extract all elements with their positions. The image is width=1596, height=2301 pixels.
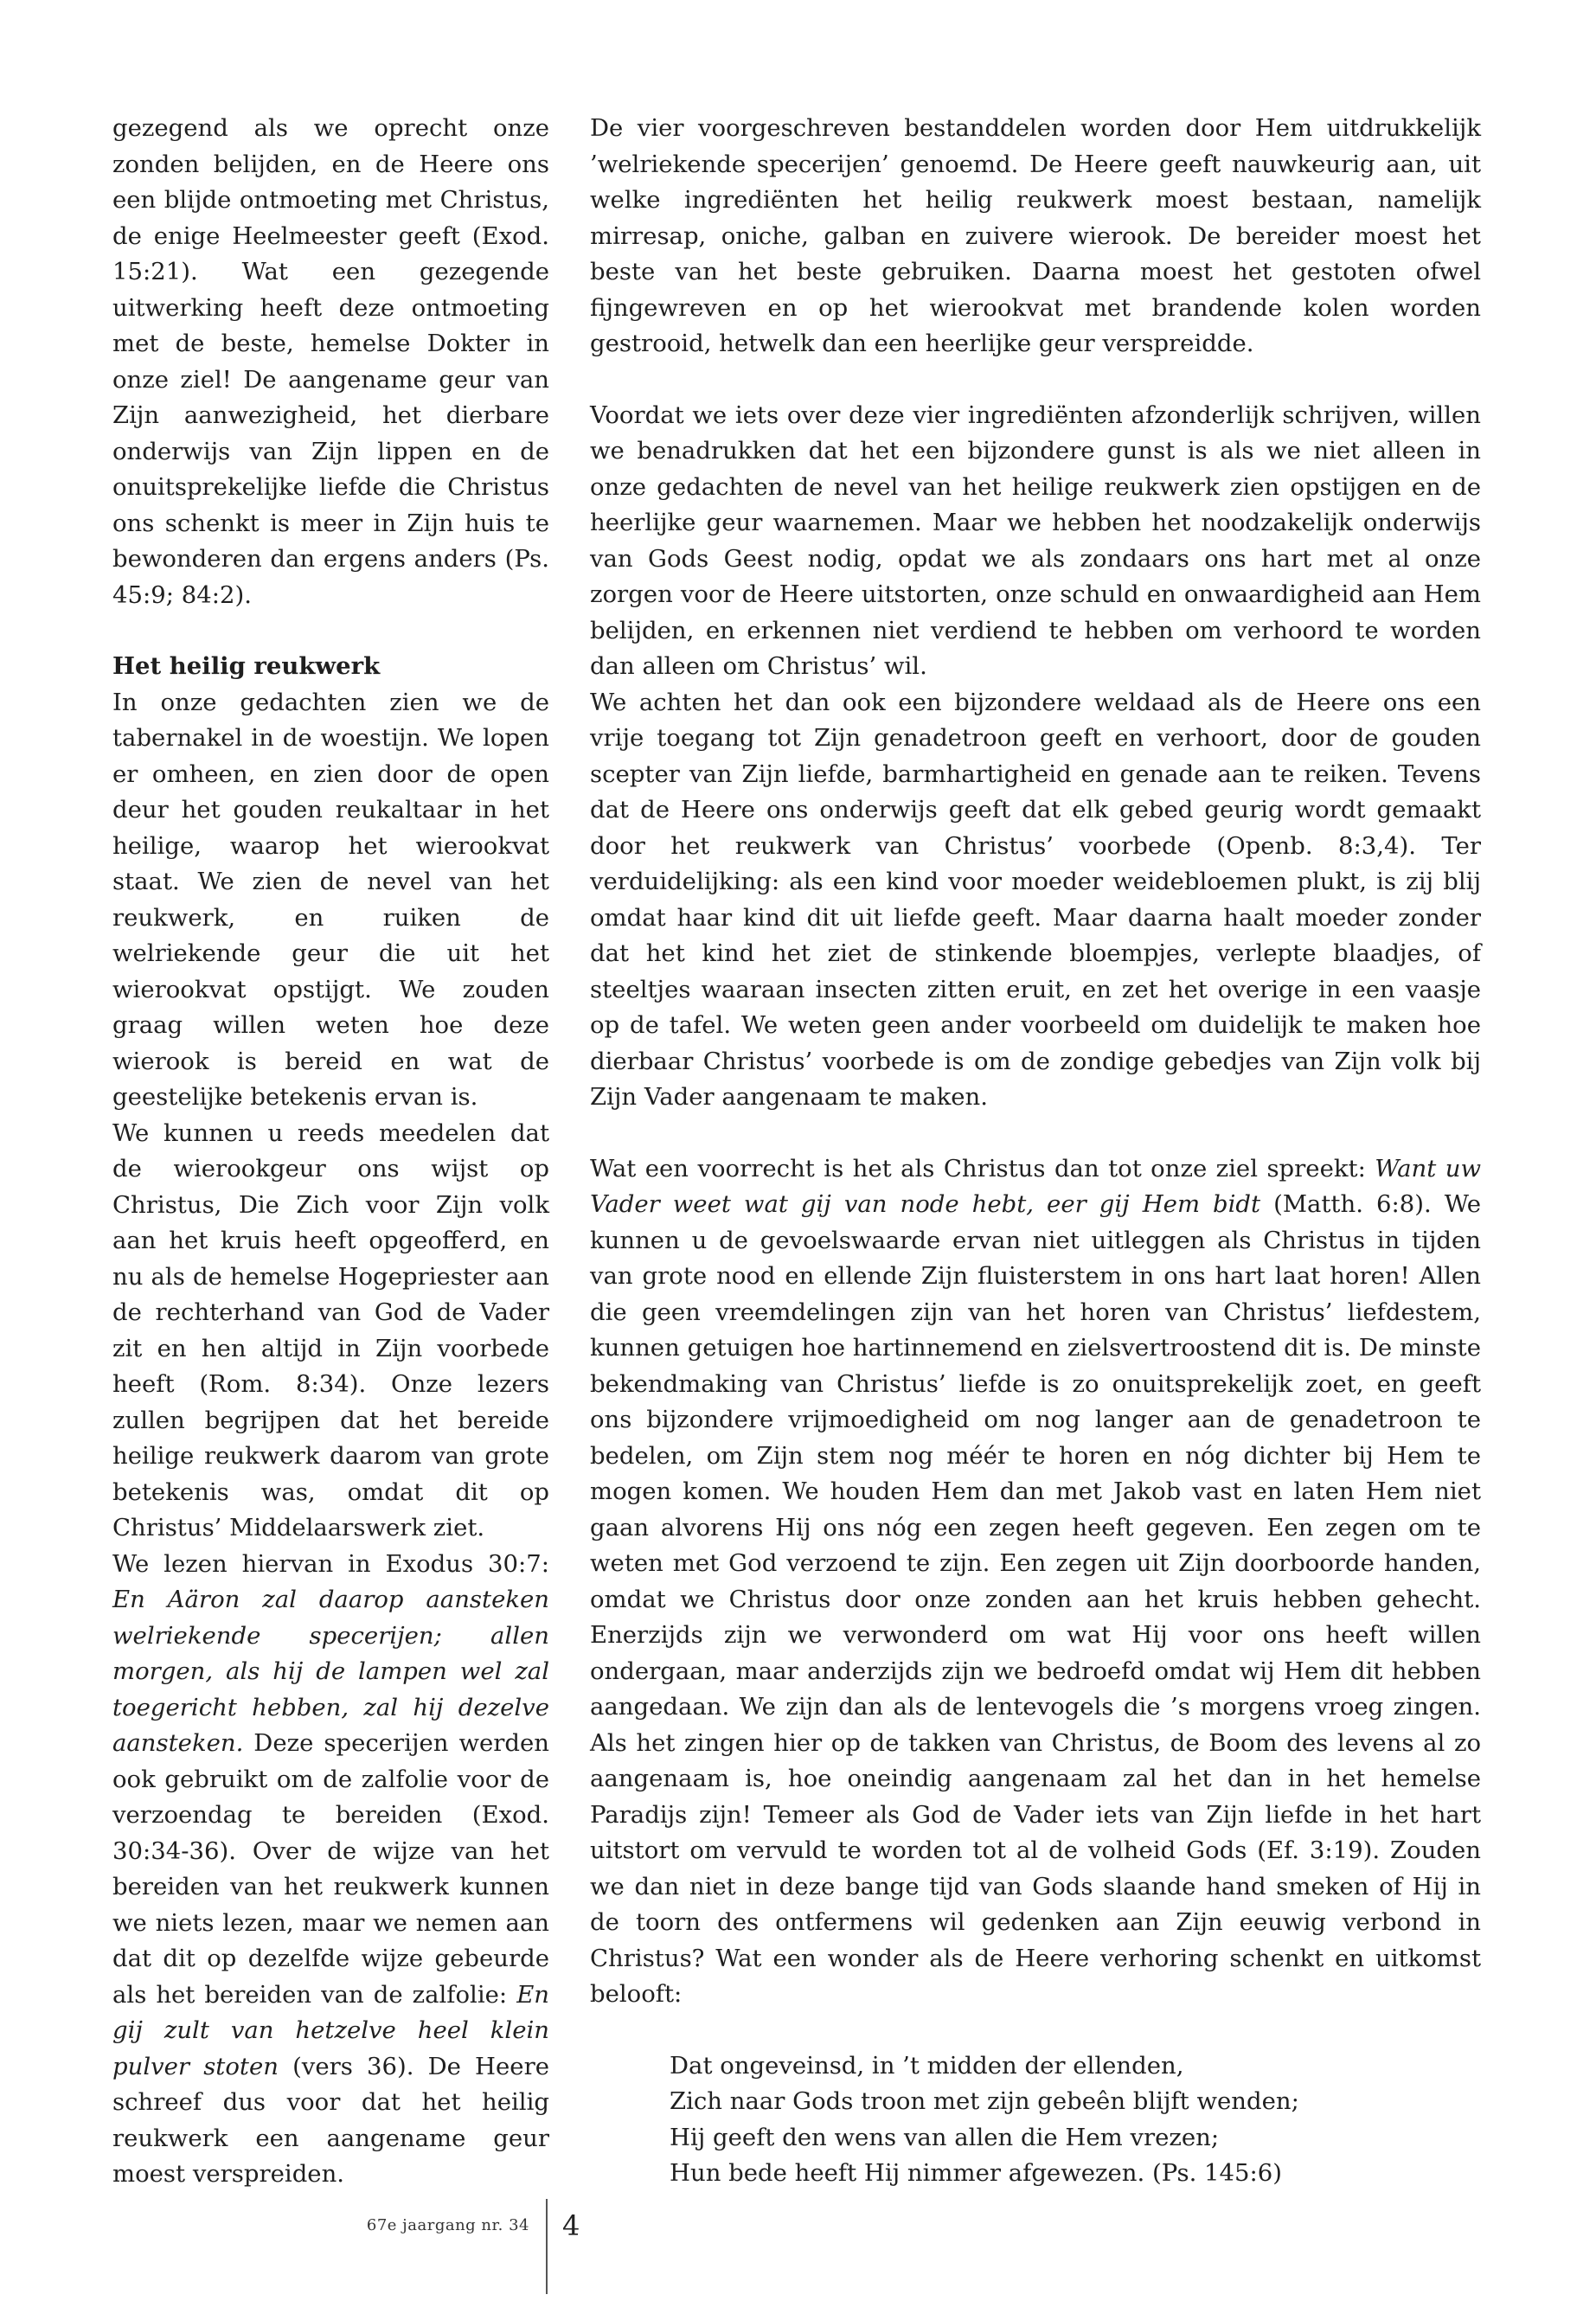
left-paragraph-1: gezegend als we oprecht onze zonden belijden, en de Heere ons een blijde ontmoeting met Christus, de enige Heelmeester geeft (Exod. 15:21). Wat een gezegende uitwerking heeft deze ontmoeting met de beste, hemelse Dokter in onze ziel! De aangename geur van Zijn aanwezigheid, het dierbare onderwijs van Zijn lippen en de onuitsprekelijke liefde die Christus ons schenkt is meer in Zijn huis te bewonderen dan ergens anders (Ps. 45:9; 84:2).	[112, 114, 549, 609]
text-run: Deze specerijen werden ook gebruikt om de zalfolie voor de verzoendag te bereiden (Exod. 30:34-36). Over de wijze van het bereiden van het reukwerk kunnen we niets lezen, maar we nemen aan dat dit op dezelfde wijze gebeurde als het bereiden van de zalfolie:	[112, 1729, 549, 2009]
page-footer	[0, 2199, 1596, 2294]
left-paragraph-3: We kunnen u reeds meedelen dat de wierookgeur ons wijst op Christus, Die Zich voor Zijn volk aan het kruis heeft opgeofferd, en nu als de hemelse Hogepriester aan de rechterhand van God de Vader zit en hen altijd in Zijn voorbede heeft (Rom. 8:34). Onze lezers zullen begrijpen dat het bereide heilige reukwerk daarom van grote betekenis was, omdat dit op Christus’ Middelaarswerk ziet.	[112, 1118, 549, 1541]
psalm-line: Dat ongeveinsd, in ’t midden der ellenden,	[670, 2051, 1184, 2080]
right-column	[590, 111, 1481, 2192]
paragraph-gap	[112, 613, 549, 649]
section-heading: Het heilig reukwerk	[112, 652, 381, 680]
text-run: Wat een voorrecht is het als Christus dan tot onze ziel spreekt:	[590, 1154, 1375, 1183]
psalm-line: Zich naar Gods troon met zijn gebeên blijft wenden;	[670, 2087, 1299, 2115]
right-paragraph-3: We achten het dan ook een bijzondere weldaad als de Heere ons een vrije toegang tot Zijn genadetroon geeft en verhoort, door de gouden scepter van Zijn liefde, barmhartigheid en genade aan te reiken. Tevens dat de Heere ons onderwijs geeft dat elk gebed geurig wordt gemaakt door het reukwerk van Christus’ voorbede (Openb. 8:3,4). Ter verduidelijking: als een kind voor moeder weidebloemen plukt, is zij blij omdat haar kind dit uit liefde geeft. Maar daarna haalt moeder zonder dat het kind het ziet de stinkende bloempjes, verlepte blaadjes, of steeltjes waaraan insecten zitten eruit, en zet het overige in een vaasje op de tafel. We weten geen ander voorbeeld om duidelijk te maken hoe dierbaar Christus’ voorbede is om de zondige gebedjes van Zijn volk bij Zijn Vader aangenaam te maken.	[590, 688, 1481, 1111]
paragraph-gap	[590, 1116, 1481, 1151]
footer-divider	[546, 2199, 548, 2294]
scripture-quote: Want uw Vader weet wat gij van node hebt, eer gij Hem bidt	[590, 1154, 1481, 1218]
right-paragraph-4	[590, 1151, 1481, 2013]
text-run: We lezen hiervan in Exodus 30:7:	[112, 1549, 549, 1578]
left-paragraph-2: In onze gedachten zien we de tabernakel in de woestijn. We lopen er omheen, en zien door de open deur het gouden reukaltaar in het heilige, waarop het wierookvat staat. We zien de nevel van het reukwerk, en ruiken de welriekende geur die uit het wierookvat opstijgt. We zouden graag willen weten hoe deze wierook is bereid en wat de geestelijke betekenis ervan is.	[112, 688, 549, 1111]
scripture-quote: En gij zult van hetzelve heel klein pulver stoten	[112, 1980, 549, 2080]
left-paragraph-4	[112, 1547, 549, 2193]
paragraph-gap	[590, 362, 1481, 398]
left-column	[112, 111, 549, 2193]
text-run: (vers 36). De Heere schreef dus voor dat het heilig reukwerk een aangename geur moest verspreiden.	[112, 2052, 549, 2188]
issue-label: 67e jaargang nr. 34	[366, 2216, 529, 2234]
page-number: 4	[562, 2209, 580, 2242]
text-run: (Matth. 6:8). We kunnen u de gevoelswaarde ervan niet uitleggen als Christus in tijden van grote nood en ellende Zijn fluisterstem in ons hart laat horen! Allen die geen vreemdelingen zijn van het horen van Christus’ liefdestem, kunnen getuigen hoe hartinnemend en zielsvertroostend dit is. De minste bekendmaking van Christus’ liefde is zo onuitsprekelijk zoet, en geeft ons bijzondere vrijmoedigheid om nog langer aan de genadetroon te bedelen, om Zijn stem nog méér te horen en nóg dichter bij Hem te mogen komen. We houden Hem dan met Jakob vast en laten Hem niet gaan alvorens Hij ons nóg een zegen heeft gegeven. Een zegen om te weten met God verzoend te zijn. Een zegen uit Zijn doorboorde handen, omdat we Christus door onze zonden aan het kruis hebben gehecht. Enerzijds zijn we verwonderd om wat Hij voor ons heeft willen ondergaan, maar anderzijds zijn we bedroefd omdat wij Hem dit hebben aangedaan. We zijn dan als de lentevogels die ’s morgens vroeg zingen. Als het zingen hier op de takken van Christus, de Boom des levens al zo aangenaam is, hoe oneindig aangenaam zal het dan in het hemelse Paradijs zijn! Temeer als God de Vader iets van Zijn liefde in het hart uitstort om vervuld te worden tot al de volheid Gods (Ef. 3:19). Zouden we dan niet in deze bange tijd van Gods slaande hand smeken of Hij in de toorn des ontfermens wil gedenken aan Zijn eeuwig verbond in Christus? Wat een wonder als de Heere verhoring schenkt en uitkomst belooft:	[590, 1190, 1481, 2008]
psalm-line: Hun bede heeft Hij nimmer afgewezen. (Ps. 145:6)	[670, 2159, 1283, 2187]
psalm-verse	[670, 2048, 1481, 2192]
right-paragraph-2: Voordat we iets over deze vier ingrediënten afzonderlijk schrijven, willen we benadrukken dat het een bijzondere gunst is als we niet alleen in onze gedachten de nevel van het heilige reukwerk zien opstijgen en de heerlijke geur waarnemen. Maar we hebben het noodzakelijk onderwijs van Gods Geest nodig, opdat we als zondaars ons hart met al onze zorgen voor de Heere uitstorten, onze schuld en onwaardigheid aan Hem belijden, en erkennen niet verdiend te hebben om verhoord te worden dan alleen om Christus’ wil.	[590, 401, 1481, 680]
right-paragraph-1: De vier voorgeschreven bestanddelen worden door Hem uitdrukkelijk ’welriekende specerijen’ genoemd. De Heere geeft nauwkeurig aan, uit welke ingrediënten het heilig reukwerk moest bestaan, namelijk mirresap, oniche, galban en zuivere wierook. De bereider moest het beste van het beste gebruiken. Daarna moest het gestoten ofwel fijngewreven en op het wierookvat met brandende kolen worden gestrooid, hetwelk dan een heerlijke geur verspreidde.	[590, 114, 1481, 357]
psalm-line: Hij geeft den wens van allen die Hem vrezen;	[670, 2123, 1220, 2151]
scripture-quote: En Aäron zal daarop aansteken welriekende specerijen; allen morgen, als hij de lampen wel zal toegericht hebben, zal hij dezelve aansteken.	[112, 1586, 549, 1757]
